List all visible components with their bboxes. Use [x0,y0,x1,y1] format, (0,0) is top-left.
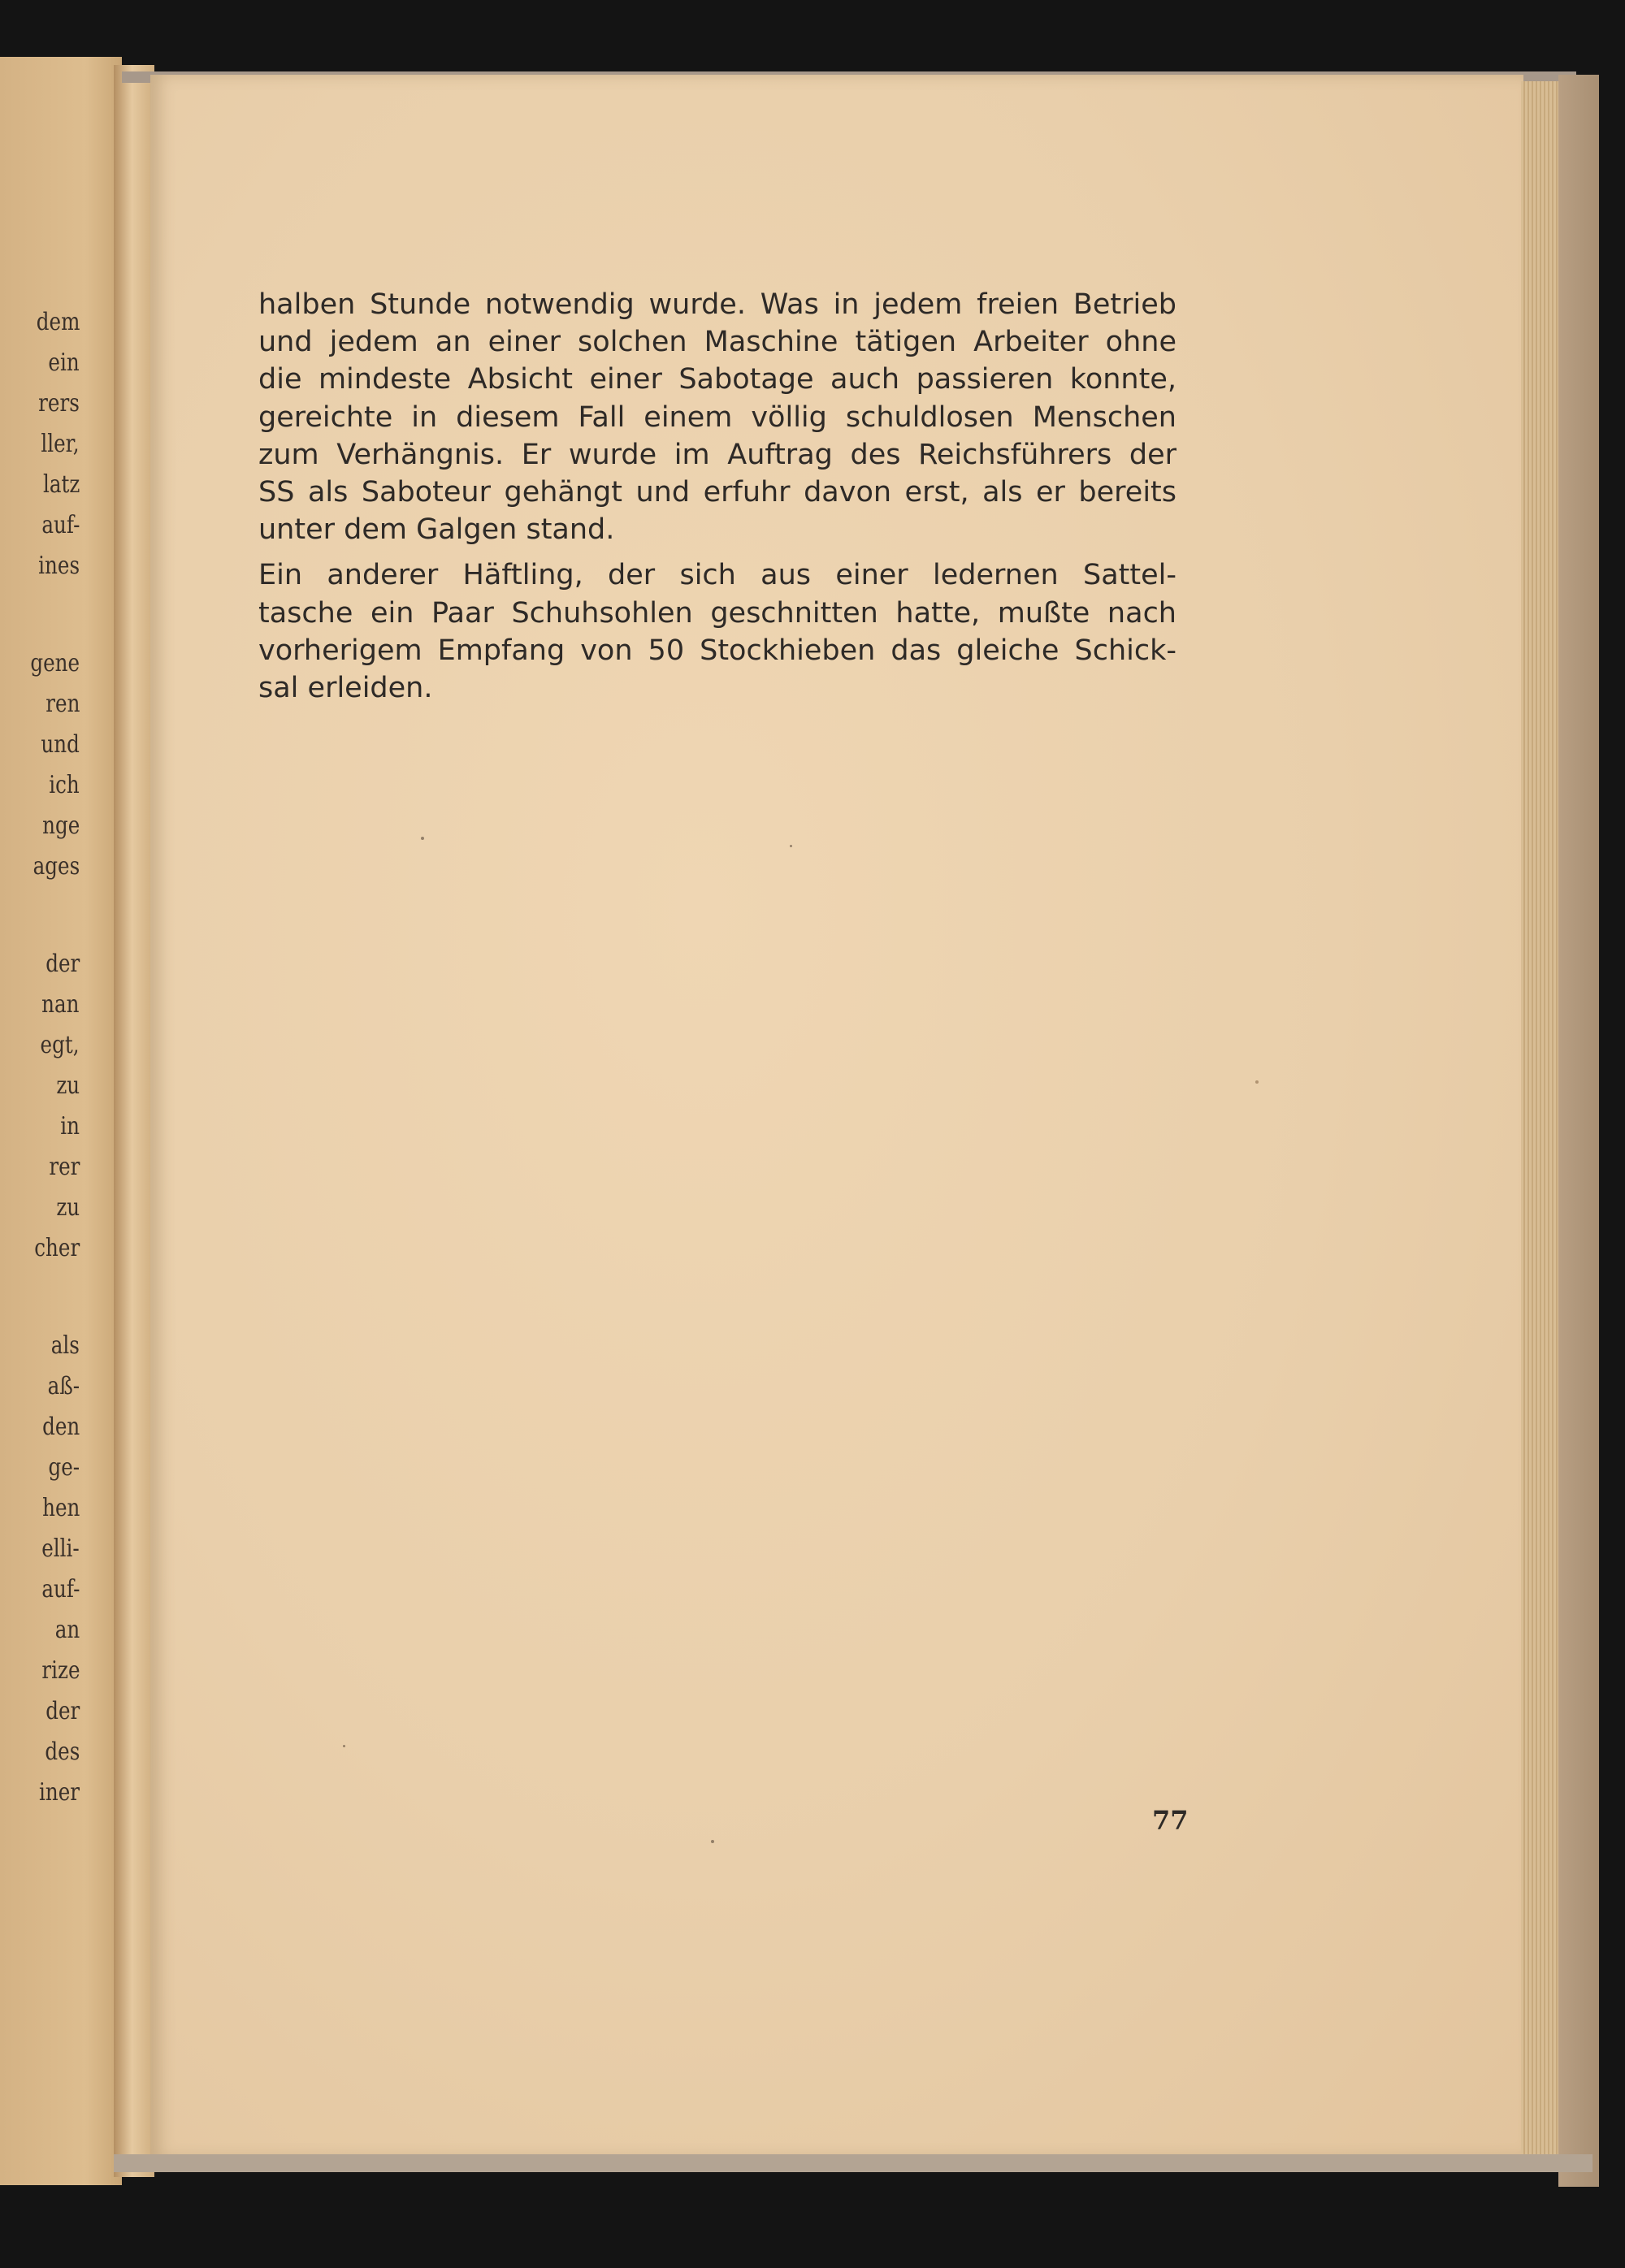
paper-speck [711,1840,714,1843]
left-page-fragment: latz [42,470,80,499]
page-number: 77 [1152,1805,1189,1836]
left-page-fragment: ein [48,348,80,377]
left-page-fragment: ages [32,852,80,881]
bottom-page-edge [114,2154,1592,2172]
book-cover-edge [1558,75,1599,2187]
left-page-fragment: ren [45,690,80,718]
left-page-text-fragments [0,57,80,2185]
left-page-fragment: elli- [41,1534,80,1563]
left-page-fragment: an [54,1616,80,1644]
left-page-fragment: ich [49,771,80,799]
text-line: vorherigem Empfang von 50 Stockhieben das gleiche Schick- [258,634,1176,667]
left-page-fragment: auf- [41,511,80,539]
left-page-fragment: nan [41,990,80,1019]
book-gutter [114,65,154,2177]
left-page-fragment: cher [34,1234,80,1262]
text-line: gereichte in diesem Fall einem völlig schuldlosen Menschen [258,400,1176,434]
left-page-fragment: egt, [40,1031,80,1059]
left-page-fragment: und [41,730,80,759]
left-page-fragment: der [45,950,80,978]
page-stack-edge [1521,81,1560,2157]
left-page-fragment: iner [38,1778,80,1807]
left-page-fragment: rize [41,1656,80,1685]
paragraph-1 [258,286,1176,548]
text-line: die mindeste Absicht einer Sabotage auch passieren konnte, [258,363,1176,396]
text-line: und jedem an einer solchen Maschine tätigen Arbeiter ohne [258,326,1176,359]
paper-speck [790,845,792,847]
left-page-fragment: dem [36,308,80,336]
text-line: halben Stunde notwendig wurde. Was in jedem freien Betrieb [258,288,1176,321]
left-page-fragment: ge- [48,1453,80,1482]
left-page-fragment: auf- [41,1575,80,1604]
paper-speck [421,837,424,840]
left-facing-page [0,57,122,2185]
text-line: SS als Saboteur gehängt und erfuhr davon erst, als er bereits [258,475,1176,509]
paper-speck [343,1745,345,1747]
paragraph-2 [258,556,1176,707]
text-line: unter dem Galgen stand. [258,513,615,547]
left-page-fragment: zu [56,1071,80,1100]
text-line: tasche ein Paar Schuhsohlen geschnitten hatte, mußte nach [258,596,1176,630]
text-line: sal erleiden. [258,671,433,704]
left-page-fragment: der [45,1697,80,1725]
left-page-fragment: gene [30,649,80,677]
left-page-fragment: hen [41,1494,80,1522]
left-page-fragment: nge [41,812,80,840]
left-page-fragment: in [60,1112,80,1140]
text-line: zum Verhängnis. Er wurde im Auftrag des Reichsführers der [258,438,1176,471]
left-page-fragment: ines [38,552,80,580]
left-page-fragment: aß- [47,1372,80,1400]
left-page-fragment: zu [56,1193,80,1222]
left-page-fragment: den [41,1413,80,1441]
left-page-fragment: rers [38,389,80,418]
left-page-fragment: als [50,1331,80,1360]
body-text [258,286,1176,707]
left-page-fragment: ller, [41,430,80,458]
text-line: Ein anderer Häftling, der sich aus einer ledernen Sattel- [258,559,1176,592]
left-page-fragment: rer [48,1153,80,1181]
left-page-fragment: des [45,1738,80,1766]
paper-speck [1255,1080,1259,1084]
